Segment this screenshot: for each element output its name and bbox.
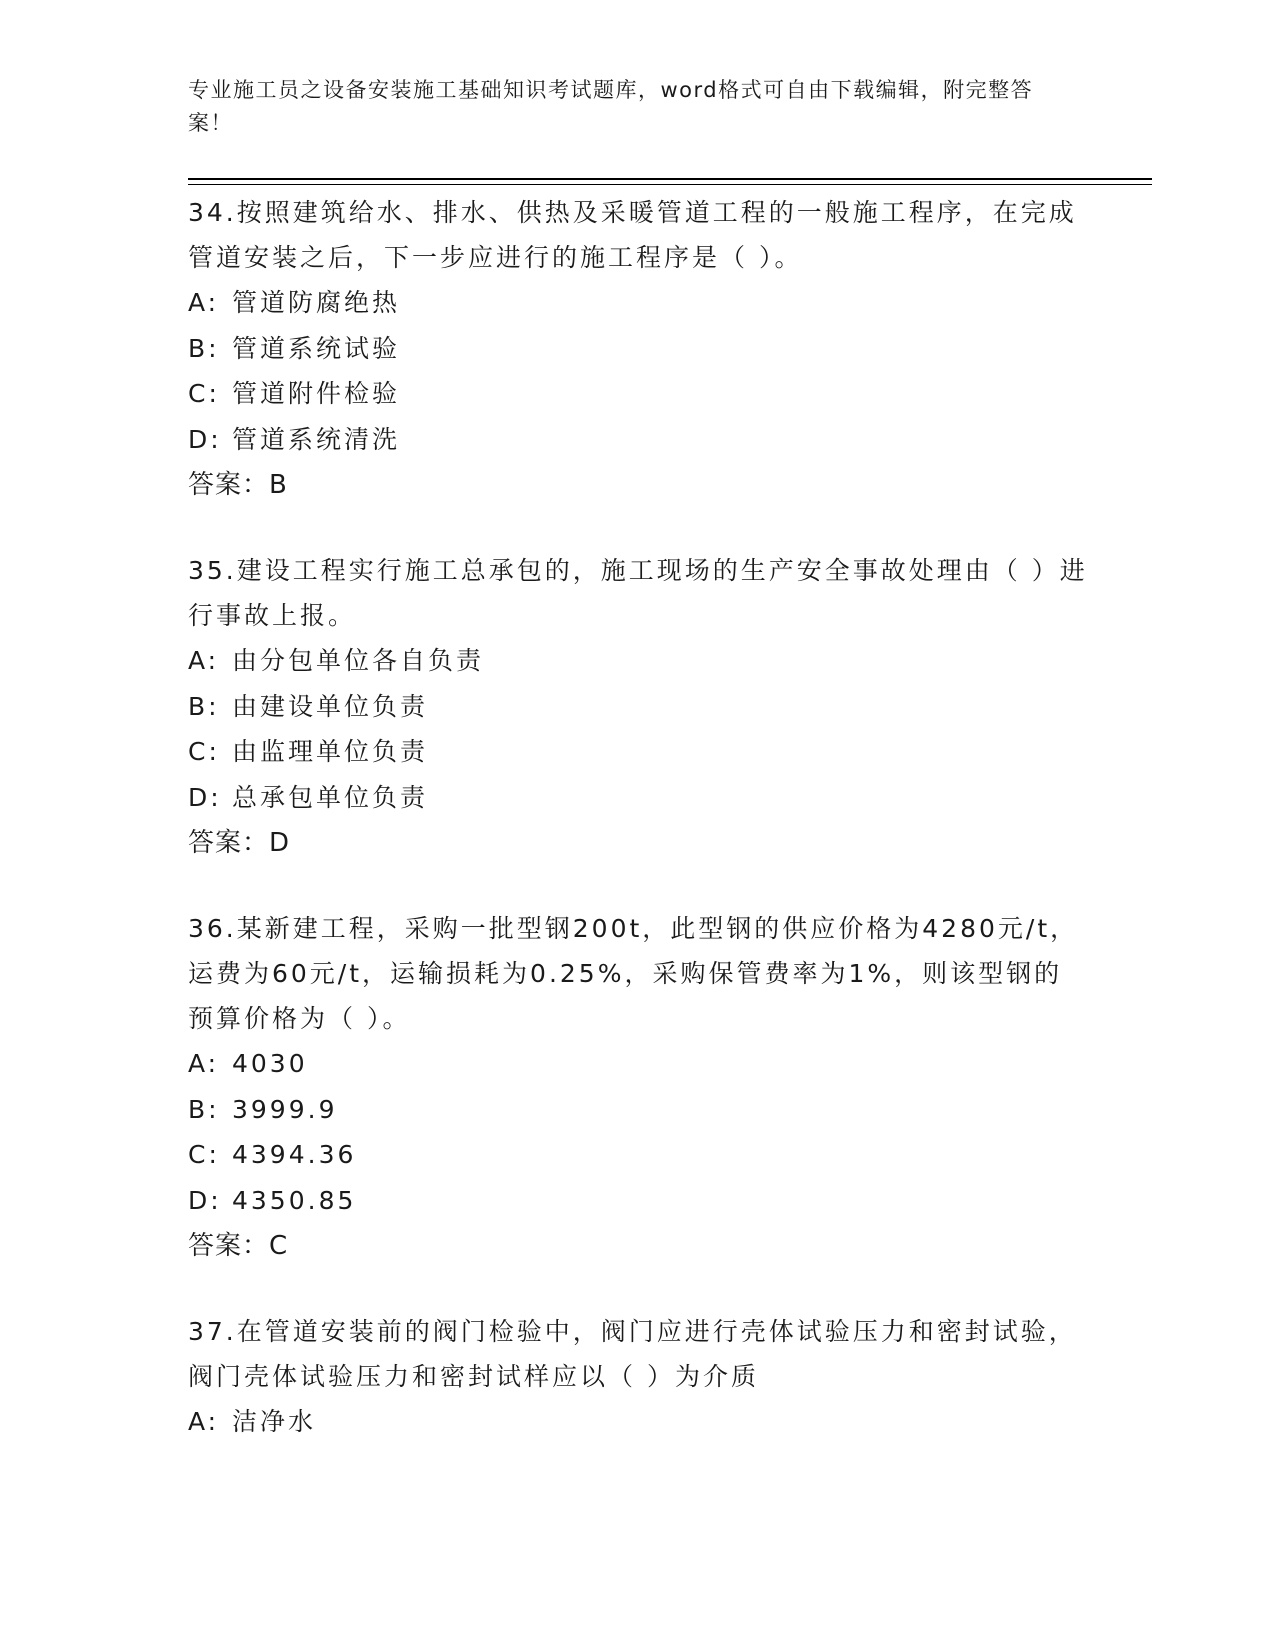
option-key: A: — [188, 646, 220, 675]
option-text: 管道系统清洗 — [232, 424, 401, 454]
option-key: C: — [188, 737, 220, 766]
question-35 — [188, 548, 1148, 866]
option-text: 管道附件检验 — [232, 379, 401, 408]
option-c — [188, 1132, 1148, 1178]
question-list — [188, 190, 1148, 1485]
answer-line — [188, 462, 1148, 508]
option-d — [188, 1178, 1148, 1224]
option-text: 由监理单位负责 — [232, 737, 429, 766]
option-b — [188, 1087, 1148, 1133]
document-header: 专业施工员之设备安装施工基础知识考试题库，word格式可自由下载编辑，附完整答案！ — [188, 78, 1034, 135]
option-key: B: — [188, 1094, 220, 1124]
question-stem: 37.在管道安装前的阀门检验中，阀门应进行壳体试验压力和密封试验，阀门壳体试验压力和密封试样应以（ ）为介质 — [188, 1317, 1077, 1391]
option-text: 3999.9 — [232, 1094, 338, 1124]
option-text: 4030 — [232, 1049, 308, 1078]
option-key: B: — [188, 333, 220, 363]
answer-line — [188, 820, 1148, 866]
option-b — [188, 684, 1148, 730]
question-37 — [188, 1309, 1148, 1445]
answer-value: D — [269, 828, 291, 858]
option-key: C: — [188, 1140, 220, 1169]
option-key: B: — [188, 691, 220, 721]
answer-line — [188, 1223, 1148, 1269]
option-key: A: — [188, 288, 220, 317]
option-text: 由建设单位负责 — [232, 691, 429, 721]
header-divider-thin — [188, 184, 1152, 185]
option-key: A: — [188, 1407, 220, 1436]
option-a — [188, 638, 1148, 684]
answer-label: 答案： — [188, 1231, 270, 1261]
option-a — [188, 280, 1148, 326]
option-a — [188, 1041, 1148, 1087]
option-key: C: — [188, 379, 220, 408]
option-text: 洁净水 — [232, 1407, 317, 1436]
option-c — [188, 729, 1148, 775]
option-c — [188, 371, 1148, 417]
option-a — [188, 1399, 1148, 1445]
question-stem: 34.按照建筑给水、排水、供热及采暖管道工程的一般施工程序，在完成管道安装之后，下一步应进行的施工程序是（ ）。 — [188, 198, 1077, 272]
option-d — [188, 417, 1148, 463]
option-key: D: — [188, 1185, 222, 1215]
option-b — [188, 326, 1148, 372]
question-34 — [188, 190, 1148, 508]
option-text: 4394.36 — [232, 1140, 357, 1169]
option-text: 管道防腐绝热 — [232, 288, 401, 317]
option-key: A: — [188, 1049, 220, 1078]
option-text: 总承包单位负责 — [232, 782, 429, 812]
question-stem: 36.某新建工程，采购一批型钢200t，此型钢的供应价格为4280元/t，运费为60元/t，运输损耗为0.25%，采购保管费率为1%，则该型钢的预算价格为（ ）。 — [188, 914, 1079, 1033]
option-key: D: — [188, 782, 222, 812]
option-text: 由分包单位各自负责 — [232, 646, 485, 675]
answer-label: 答案： — [188, 470, 270, 500]
header-divider-thick — [188, 178, 1152, 180]
option-text: 管道系统试验 — [232, 333, 401, 363]
question-36 — [188, 906, 1148, 1269]
answer-label: 答案： — [188, 828, 270, 858]
option-text: 4350.85 — [232, 1185, 357, 1215]
option-key: D: — [188, 424, 222, 454]
question-stem: 35.建设工程实行施工总承包的，施工现场的生产安全事故处理由（ ）进行事故上报。 — [188, 556, 1088, 630]
option-d — [188, 775, 1148, 821]
answer-value: B — [269, 470, 288, 500]
answer-value: C — [269, 1231, 289, 1261]
